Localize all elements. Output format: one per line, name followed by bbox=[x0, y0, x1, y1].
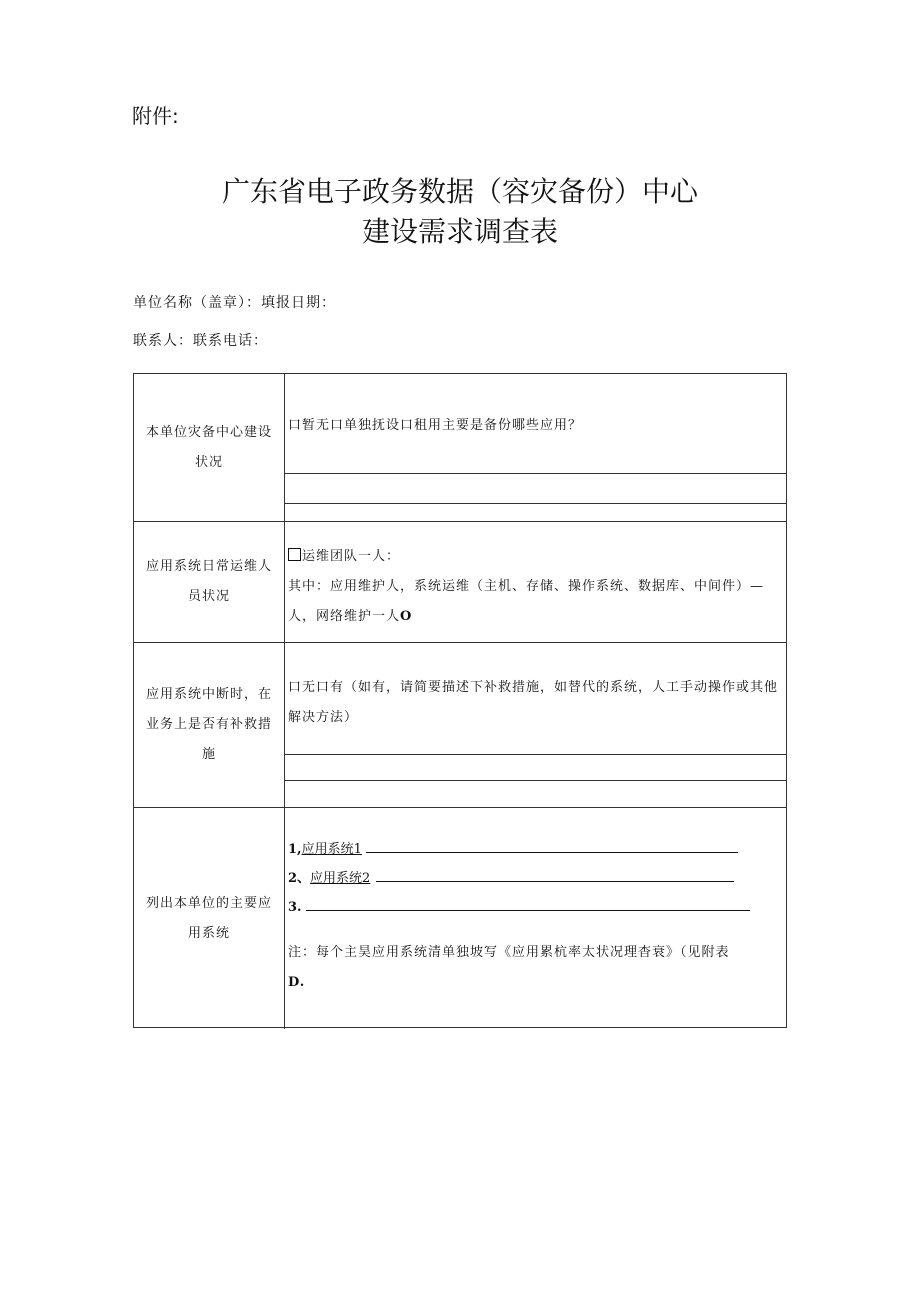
row-ops-staff bbox=[134, 522, 786, 643]
row-remedy bbox=[134, 643, 786, 808]
contact-line: 联系人：联系电话： bbox=[133, 333, 268, 349]
ops-team-text: 运维团队一人： bbox=[302, 549, 401, 564]
answer-line bbox=[285, 503, 786, 504]
answer-line bbox=[285, 780, 786, 781]
cell-dr-status[interactable] bbox=[285, 374, 786, 521]
label-main-apps: 列出本单位的主要应用系统 bbox=[134, 808, 285, 1029]
label-ops-staff: 应用系统日常运维人员状况 bbox=[134, 522, 285, 642]
app-3-blank[interactable] bbox=[306, 896, 750, 911]
ops-team-line bbox=[288, 542, 780, 572]
answer-line bbox=[285, 754, 786, 755]
row-main-apps bbox=[134, 808, 786, 1029]
app-item-3[interactable]: 3. bbox=[288, 896, 750, 918]
app-item-2[interactable]: 2、应用系统2 bbox=[288, 867, 734, 889]
app-1-blank[interactable] bbox=[366, 838, 738, 853]
app-2-blank[interactable] bbox=[376, 867, 734, 882]
apps-note: 注：每个主昊应用系统清单独坡写《应用累杭率太状况理杳衰》（见附表 D. bbox=[288, 945, 730, 990]
unit-name-date-line: 单位名称（盖章）：填报日期： bbox=[133, 295, 336, 311]
remedy-text: 口无口有（如有，请简要描述下补救措施，如替代的系统，人工手动操作或其他解决方法） bbox=[288, 680, 779, 725]
ops-detail-text: 其中：应用维护人，系统运维（主机、存储、操作系统、数据库、中间件）—人，网络维护一人O bbox=[288, 579, 765, 624]
app-item-1[interactable]: 1,应用系统1 bbox=[288, 838, 738, 860]
label-remedy: 应用系统中断时，在业务上是否有补救措施 bbox=[134, 643, 285, 807]
cell-ops-staff[interactable] bbox=[285, 522, 786, 642]
survey-form-table bbox=[133, 373, 787, 1028]
cell-remedy[interactable] bbox=[285, 643, 786, 807]
row-dr-status bbox=[134, 374, 786, 522]
answer-line bbox=[285, 473, 786, 474]
dr-status-text: 口暂无口单独抚设口租用主要是备份哪些应用？ bbox=[288, 418, 583, 433]
page-title-line2: 建设需求调查表 bbox=[361, 215, 558, 248]
checkbox-icon[interactable] bbox=[288, 548, 301, 561]
page-title-line1: 广东省电子政务数据（容灾备份）中心 bbox=[221, 175, 698, 208]
cell-main-apps[interactable] bbox=[285, 808, 786, 1029]
label-dr-status: 本单位灾备中心建设状况 bbox=[134, 374, 285, 521]
attachment-label: 附件: bbox=[132, 104, 179, 128]
